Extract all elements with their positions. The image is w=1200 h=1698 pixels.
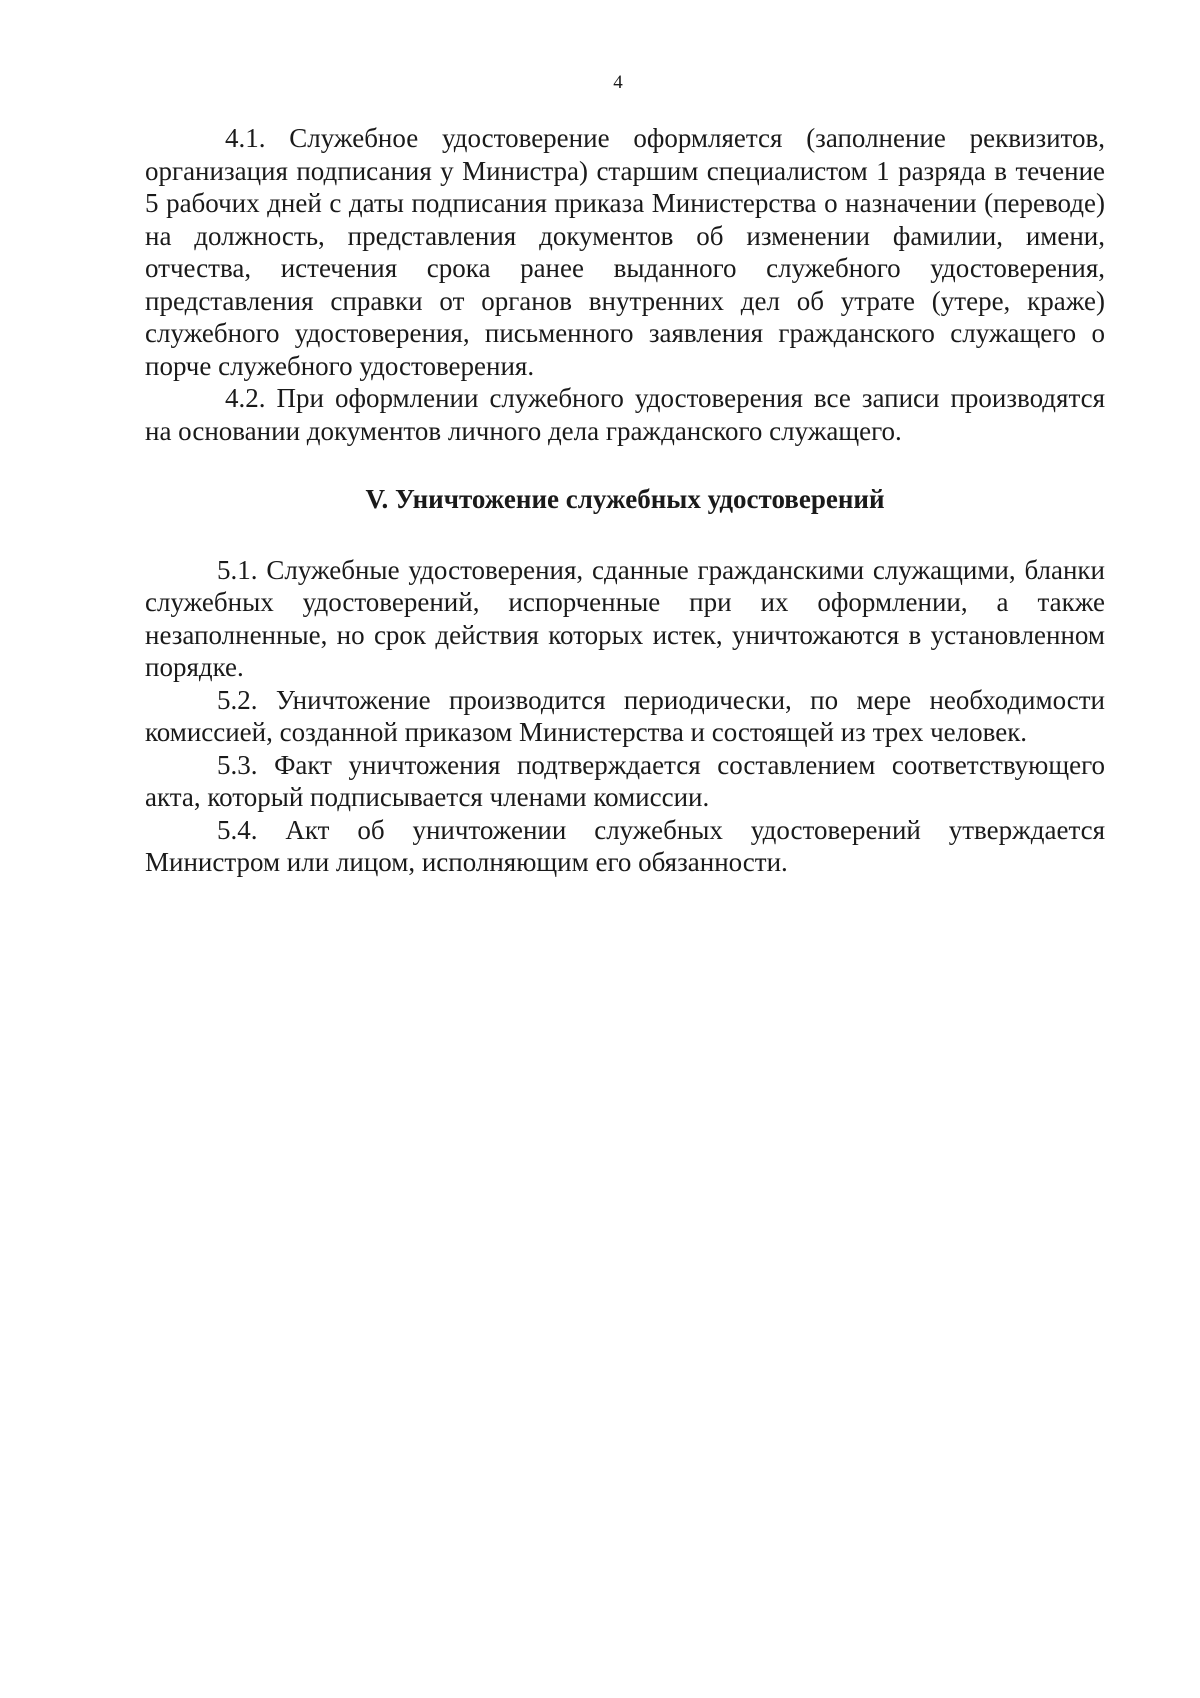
- paragraph-5-3: 5.3. Факт уничтожения подтверждается составлением соответствующего акта, который подписывается членами комиссии.: [145, 749, 1105, 812]
- paragraph-4-2: 4.2. При оформлении служебного удостоверения все записи производятся на основании документов личного дела гражданского служащего.: [145, 383, 1105, 446]
- paragraph-4-1: 4.1. Служебное удостоверение оформляется (заполнение реквизитов, организация подписания у Министра) старшим специалистом 1 разряда в течение 5 рабочих дней с даты подписания приказа Министерства о назначении (переводе) на должность, представления документов об изменении фамилии, имени, отчества, истечения срока ранее выданного служебного удостоверения, представления справки от органов внутренних дел об утрате (утере, краже) служебного удостоверения, письменного заявления гражданского служащего о порче служебного удостоверения.: [145, 123, 1105, 381]
- paragraph-5-4: 5.4. Акт об уничтожении служебных удостоверений утверждается Министром или лицом, исполняющим его обязанности.: [145, 814, 1105, 877]
- paragraph-5-1: 5.1. Служебные удостоверения, сданные гражданскими служащими, бланки служебных удостоверений, испорченные при их оформлении, а также незаполненные, но срок действия которых истек, уничтожаются в установленном порядке.: [145, 554, 1105, 682]
- section-heading: V. Уничтожение служебных удостоверений: [365, 484, 885, 514]
- page-number: 4: [613, 72, 623, 93]
- paragraph-5-2: 5.2. Уничтожение производится периодически, по мере необходимости комиссией, созданной приказом Министерства и состоящей из трех человек.: [145, 684, 1105, 747]
- document-body: [145, 122, 1105, 879]
